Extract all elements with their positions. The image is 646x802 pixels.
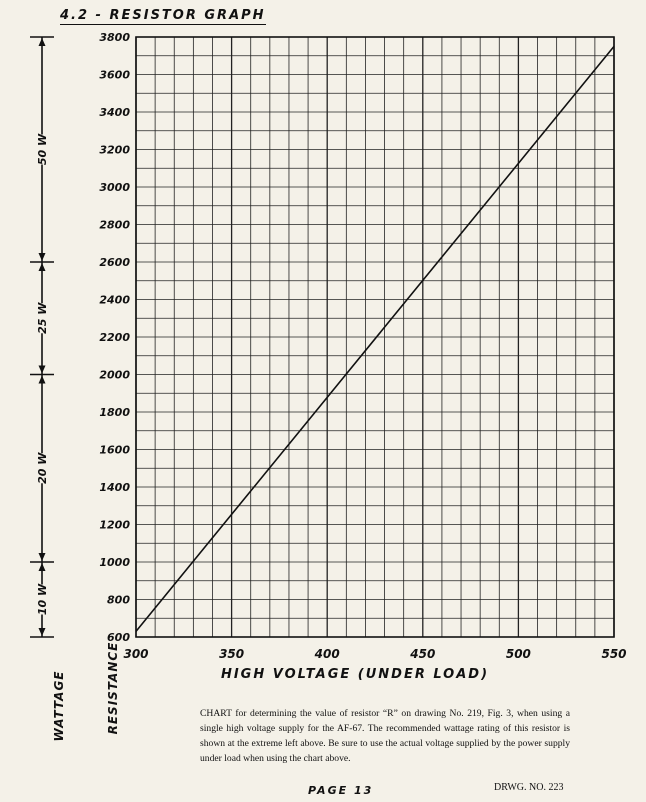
- wattage-arrow-up: [39, 376, 46, 384]
- y-tick-label: 2600: [99, 256, 130, 269]
- y-tick-label: 2800: [99, 218, 130, 232]
- drawing-number: DRWG. NO. 223: [494, 782, 564, 793]
- y-tick-label: 1000: [99, 556, 130, 569]
- x-axis-label: HIGH VOLTAGE (UNDER LOAD): [220, 667, 490, 682]
- x-tick-label: 300: [123, 647, 149, 661]
- page-title: 4.2 - RESISTOR GRAPH: [60, 8, 266, 23]
- wattage-scale: [30, 37, 54, 637]
- y-tick-label: 3400: [99, 106, 130, 119]
- wattage-arrow-down: [39, 366, 46, 374]
- x-tick-label: 350: [219, 647, 245, 661]
- y-axis-label: RESISTANCE: [106, 641, 120, 735]
- wattage-range-label: 10 W: [36, 583, 49, 616]
- wattage-axis-label: WATTAGE: [52, 670, 66, 742]
- y-tick-label: 1800: [99, 406, 130, 419]
- x-tick-label: 450: [410, 647, 436, 661]
- y-tick-label: 2000: [99, 368, 130, 382]
- x-tick-label: 550: [601, 647, 627, 661]
- y-tick-label: 1200: [99, 518, 130, 532]
- y-tick-label: 600: [107, 631, 130, 644]
- y-tick-label: 2400: [99, 293, 130, 307]
- y-tick-label: 2200: [99, 331, 130, 344]
- wattage-arrow-down: [39, 553, 46, 561]
- grid-lines: [136, 37, 614, 637]
- wattage-arrow-up: [39, 563, 46, 571]
- wattage-arrow-down: [39, 628, 46, 636]
- wattage-arrow-up: [39, 38, 46, 46]
- wattage-arrow-down: [39, 253, 46, 261]
- y-tick-label: 1600: [99, 443, 130, 457]
- tick-labels: [99, 31, 626, 661]
- y-tick-label: 1400: [99, 481, 130, 494]
- chart-caption: CHART for determining the value of resistor “R” on drawing No. 219, Fig. 3, when using a single high voltage supply for the AF-67. The recommended wattage rating of this resistor is shown at the extreme left above. Be sure to use the actual voltage supplied by the power supply under load when using the chart above.: [200, 708, 570, 764]
- wattage-arrow-up: [39, 263, 46, 271]
- page-number: PAGE 13: [308, 784, 374, 797]
- wattage-range-label: 50 W: [36, 133, 49, 166]
- y-tick-label: 3600: [99, 68, 130, 82]
- y-tick-label: 3000: [99, 181, 130, 194]
- y-tick-label: 800: [107, 593, 130, 607]
- y-tick-label: 3200: [99, 143, 130, 157]
- y-tick-label: 3800: [99, 31, 130, 44]
- x-tick-label: 400: [314, 647, 340, 661]
- wattage-range-label: 20 W: [36, 452, 49, 484]
- x-tick-label: 500: [505, 647, 531, 661]
- wattage-range-label: 25 W: [36, 302, 49, 334]
